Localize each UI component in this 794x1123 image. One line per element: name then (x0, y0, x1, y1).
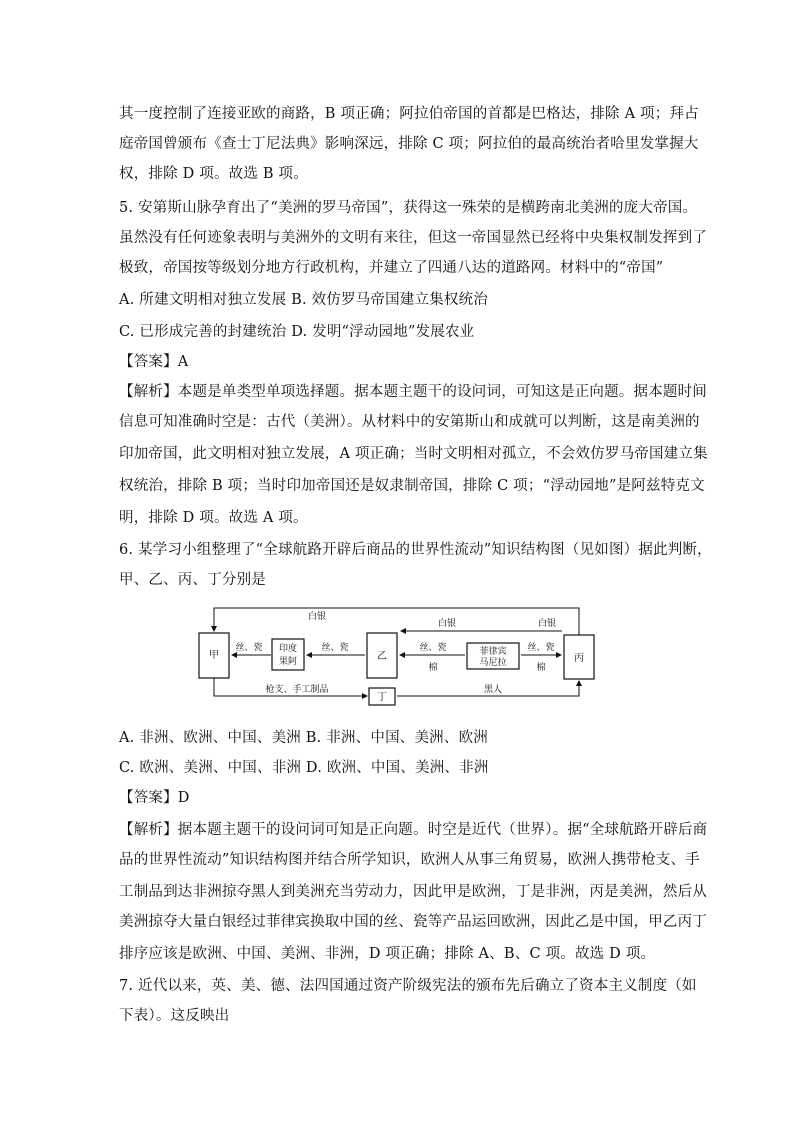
text-line: 极致，帝国按等级划分地方行政机构，并建立了四通八达的道路网。材料中的“帝国” (119, 260, 664, 276)
text-line: 信息可知准确时空是：古代（美洲）。从材料中的安第斯山和成就可以判断，这是南美洲的 (119, 414, 700, 430)
box-india-label: 印度 (278, 644, 298, 654)
box-yi-label: 乙 (377, 651, 387, 662)
question-5-options-cd: C. 已形成完善的封建统治 D. 发明“浮动园地”发展农业 (119, 324, 475, 340)
label-cotton-right: 棉 (536, 663, 546, 673)
text-line: 庭帝国曾颁布《查士丁尼法典》影响深远，排除 C 项；阿拉伯的最高统治者哈里发掌握大 (119, 136, 699, 152)
text-line: 权，排除 D 项。故选 B 项。 (119, 166, 308, 182)
box-india-label-2: 果阿 (278, 657, 298, 667)
box-philippines-label: 菲律宾 (479, 647, 507, 657)
text-line: 其一度控制了连接亚欧的商路，B 项正确；阿拉伯帝国的首都是巴格达，排除 A 项；拜占 (119, 106, 699, 122)
analysis-text: 【解析】本题是单类型单项选择题。据本题主题干的设问词，可知这是正向题。据本题时间 (119, 384, 707, 400)
label-silk-left: 丝、瓷 (235, 643, 263, 653)
answer-label: 【答案】A (119, 354, 189, 370)
label-guns: 枪支、手工制品 (265, 685, 329, 695)
answer-label: 【答案】D (119, 790, 190, 806)
question-6-stem: 6. 某学习小组整理了“全球航路开辟后商品的世界性流动”知识结构图（见如图）据此判断， (119, 542, 712, 558)
label-silk-phil: 丝、瓷 (419, 643, 447, 653)
trade-flow-svg (197, 606, 597, 712)
text-line: 美洲掠夺大量白银经过菲律宾换取中国的丝、瓷等产品运回欧洲，因此乙是中国，甲乙丙丁 (119, 914, 707, 930)
label-silver-top: 白银 (307, 612, 327, 622)
label-cotton-left: 棉 (428, 663, 438, 673)
text-line: 下表）。这反映出 (119, 1008, 230, 1024)
question-5-options-ab: A. 所建文明相对独立发展 B. 效仿罗马帝国建立集权统治 (119, 292, 488, 308)
text-line: 虽然没有任何迹象表明与美洲外的文明有来往，但这一帝国显然已经将中央集权制发挥到了 (119, 230, 707, 246)
text-line: 排序应该是欧洲、中国、美洲、非洲，D 项正确；排除 A、B、C 项。故选 D 项。 (119, 946, 656, 962)
label-silk-right: 丝、瓷 (527, 643, 555, 653)
label-silk-mid: 丝、瓷 (321, 643, 349, 653)
trade-flow-diagram (197, 606, 597, 712)
analysis-text: 【解析】据本题主题干的设问词可知是正向题。时空是近代（世界）。据“全球航路开辟后商 (119, 822, 708, 838)
label-slaves: 黑人 (483, 685, 503, 695)
text-line: 品的世界性流动”知识结构图并结合所学知识，欧洲人从事三角贸易，欧洲人携带枪支、手 (119, 852, 700, 868)
question-7-stem: 7. 近代以来，英、美、德、法四国通过资产阶级宪法的颁布先后确立了资本主义制度（如 (119, 978, 697, 994)
box-jia-label: 甲 (209, 650, 219, 661)
text-line: 明，排除 D 项。故选 A 项。 (119, 510, 308, 526)
question-5-stem: 5. 安第斯山脉孕育出了“美洲的罗马帝国”，获得这一殊荣的是横跨南北美洲的庞大帝国。 (119, 200, 698, 216)
label-silver-right: 白银 (537, 619, 557, 629)
text-line: 印加帝国，此文明相对独立发展，A 项正确；当时文明相对孤立，不会效仿罗马帝国建立集 (119, 446, 708, 462)
box-philippines-label-2: 马尼拉 (479, 658, 507, 668)
box-bing-label: 丙 (574, 653, 584, 664)
text-line: 甲、乙、丙、丁分别是 (119, 572, 266, 588)
text-line: 工制品到达非洲掠夺黑人到美洲充当劳动力，因此甲是欧洲，丁是非洲，丙是美洲，然后从 (119, 884, 707, 900)
label-silver-mid: 白银 (437, 619, 457, 629)
question-6-options-ab: A. 非洲、欧洲、中国、美洲 B. 非洲、中国、美洲、欧洲 (119, 730, 488, 746)
text-line: 权统治，排除 B 项；当时印加帝国还是奴隶制帝国，排除 C 项；“浮动园地”是阿兹特克文 (119, 478, 705, 494)
question-6-options-cd: C. 欧洲、美洲、中国、非洲 D. 欧洲、中国、美洲、非洲 (119, 760, 489, 776)
box-ding-label: 丁 (377, 692, 387, 703)
